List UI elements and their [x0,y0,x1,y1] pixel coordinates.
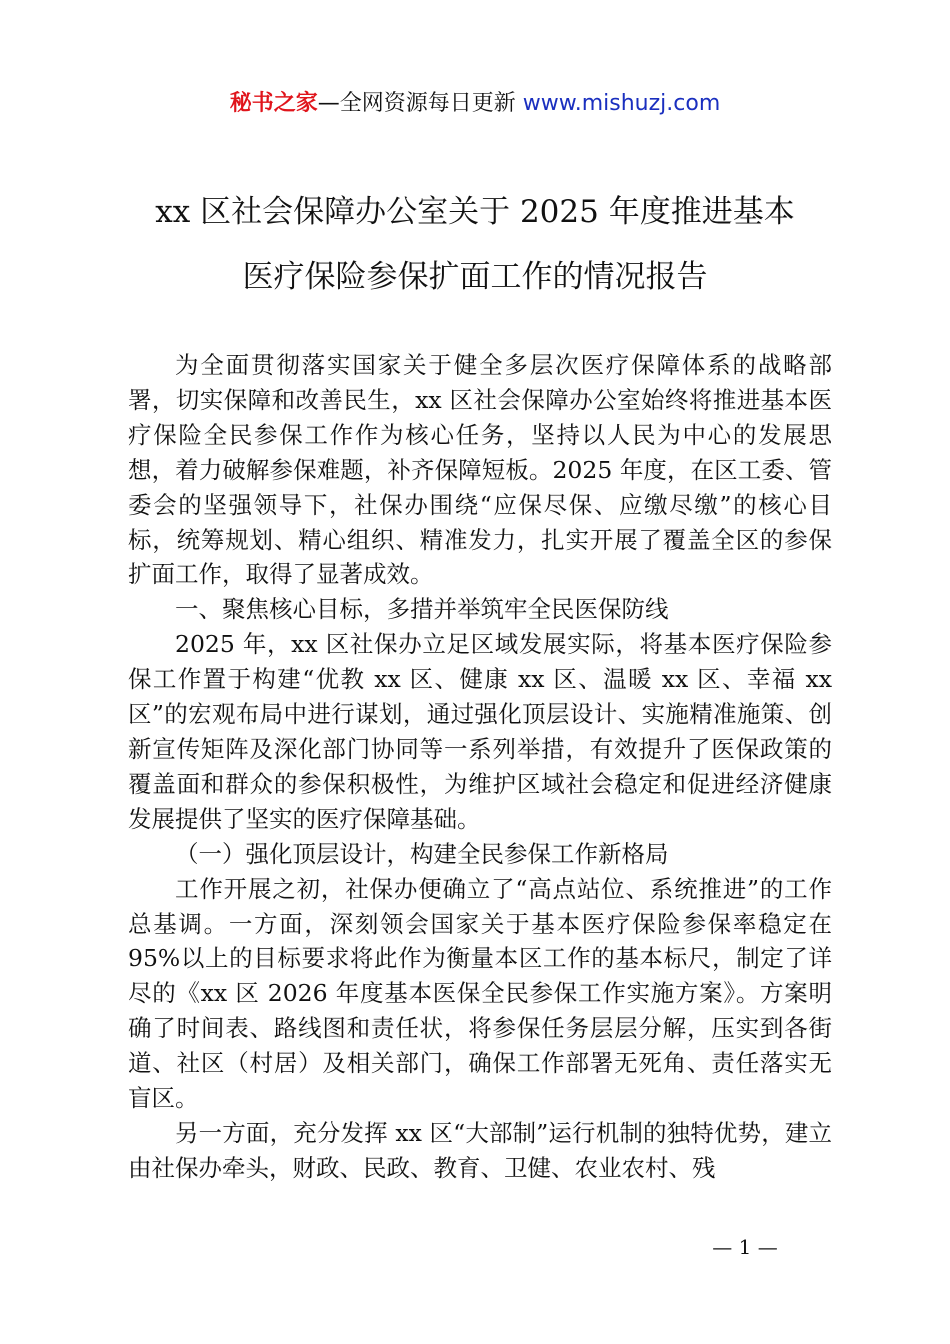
paragraph-subsection-1: 工作开展之初，社保办便确立了“高点站位、系统推进”的工作总基调。一方面，深刻领会国家关于基本医疗保险参保率稳定在 95%以上的目标要求将此作为衡量本区工作的基本标尺，制定了详尽的《xx 区 2026 年度基本医保全民参保工作实施方案》。方案明确了时间表、路线图和责任状，将参保任务层层分解，压实到各街道、社区（村居）及相关部门，确保工作部署无死角、责任落实无盲区。 [128,874,832,1113]
header-tagline: —全网资源每日更新 [317,91,523,116]
section-heading-1: 一、聚焦核心目标，多措并举筑牢全民医保防线 [175,595,669,624]
header-url-link[interactable]: www.mishuzj.com [522,91,721,116]
paragraph-intro: 为全面贯彻落实国家关于健全多层次医疗保障体系的战略部署，切实保障和改善民生，xx 区社会保障办公室始终将推进基本医疗保险全民参保工作作为核心任务，坚持以人民为中心的发展思想，着力破解参保难题，补齐保障短板。2025 年度，在区工委、管委会的坚强领导下，社保办围绕“应保尽保、应缴尽缴”的核心目标，统筹规划、精心组织、精准发力，扎实开展了覆盖全区的参保扩面工作，取得了显著成效。 [128,351,832,589]
header-brand: 秘书之家 [229,91,318,116]
page-number: — 1 — [712,1235,778,1259]
subsection-heading-1: （一）强化顶层设计，构建全民参保工作新格局 [175,839,669,868]
paragraph-continued: 另一方面，充分发挥 xx 区“大部制”运行机制的独特优势，建立由社保办牵头，财政、民政、教育、卫健、农业农村、残 [128,1118,832,1182]
document-body [128,348,832,1186]
site-header [0,88,950,120]
paragraph-section-1: 2025 年，xx 区社保办立足区域发展实际，将基本医疗保险参保工作置于构建“优教 xx 区、健康 xx 区、温暖 xx 区、幸福 xx 区”的宏观布局中进行谋划，通过强化顶层设计、实施精准施策、创新宣传矩阵及深化部门协同等一系列举措，有效提升了医保政策的覆盖面和群众的参保积极性，为维护区域社会稳定和促进经济健康发展提供了坚实的医疗保障基础。 [128,630,832,833]
document-title-line-1: xx 区社会保障办公室关于 2025 年度推进基本 [155,194,795,230]
document-title-line-2: 医疗保险参保扩面工作的情况报告 [242,259,708,295]
